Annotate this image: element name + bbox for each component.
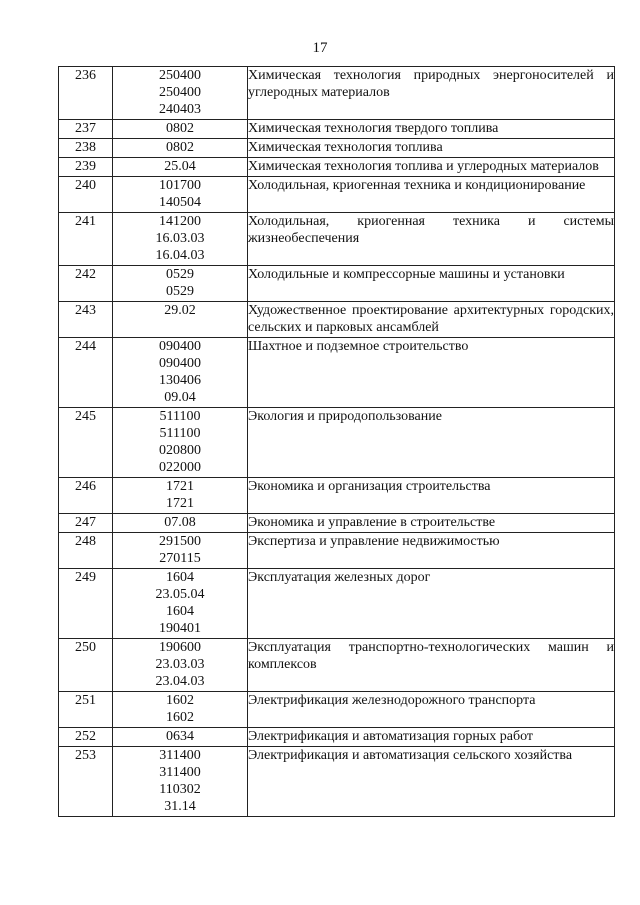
row-number: 249: [59, 569, 113, 639]
page-number: 17: [312, 40, 328, 56]
specialty-codes: [113, 639, 248, 692]
specialty-name: Экономика и организация строительства: [248, 478, 615, 514]
specialty-code: 1721: [166, 479, 194, 494]
specialty-code: 090400: [159, 339, 201, 354]
table-row: [59, 266, 615, 302]
specialty-name: Художественное проектирование архитектурных городских, сельских и парковых ансамблей: [248, 302, 615, 338]
specialty-code: 0529: [166, 267, 194, 282]
specialty-code: 511100: [159, 409, 201, 424]
specialty-codes: [113, 139, 248, 158]
specialty-code: 250400: [159, 68, 201, 83]
specialty-code: 190600: [159, 640, 201, 655]
row-number: 246: [59, 478, 113, 514]
specialty-name: Холодильная, криогенная техника и кондиционирование: [248, 177, 615, 213]
specialty-codes: [113, 569, 248, 639]
table-row: [59, 639, 615, 692]
table-row: [59, 139, 615, 158]
table-row: [59, 728, 615, 747]
table-row: [59, 177, 615, 213]
specialty-code: 190401: [159, 621, 201, 636]
specialty-name: Химическая технология топлива: [248, 139, 615, 158]
specialty-code: 311400: [159, 765, 201, 780]
specialty-code: 311400: [159, 748, 201, 763]
specialty-code: 291500: [159, 534, 201, 549]
specialty-codes: [113, 478, 248, 514]
row-number: 244: [59, 338, 113, 408]
specialty-name: Электрификация и автоматизация горных работ: [248, 728, 615, 747]
specialty-code: 23.05.04: [155, 587, 205, 602]
row-number: 239: [59, 158, 113, 177]
specialty-code: 25.04: [164, 159, 196, 174]
specialty-code: 270115: [159, 551, 201, 566]
specialty-codes: [113, 728, 248, 747]
row-number: 252: [59, 728, 113, 747]
specialty-codes: [113, 408, 248, 478]
specialty-code: 1604: [166, 604, 194, 619]
specialty-codes: [113, 692, 248, 728]
specialty-name: Эксплуатация транспортно-технологических машин и комплексов: [248, 639, 615, 692]
row-number: 245: [59, 408, 113, 478]
row-number: 251: [59, 692, 113, 728]
row-number: 238: [59, 139, 113, 158]
specialty-codes: [113, 533, 248, 569]
table-row: [59, 67, 615, 120]
table-row: [59, 514, 615, 533]
specialty-codes: [113, 514, 248, 533]
row-number: 243: [59, 302, 113, 338]
specialty-code: 0529: [166, 284, 194, 299]
specialty-code: 022000: [159, 460, 201, 475]
table-row: [59, 158, 615, 177]
specialty-name: Экономика и управление в строительстве: [248, 514, 615, 533]
specialty-code: 23.03.03: [155, 657, 205, 672]
table-row: [59, 120, 615, 139]
specialty-code: 240403: [159, 102, 201, 117]
specialty-code: 130406: [159, 373, 201, 388]
row-number: 240: [59, 177, 113, 213]
table-row: [59, 533, 615, 569]
specialty-name: Холодильная, криогенная техника и системы жизнеобеспечения: [248, 213, 615, 266]
specialty-code: 29.02: [164, 303, 196, 318]
specialty-code: 250400: [159, 85, 201, 100]
row-number: 253: [59, 747, 113, 817]
specialty-name: Шахтное и подземное строительство: [248, 338, 615, 408]
specialty-name: Химическая технология твердого топлива: [248, 120, 615, 139]
specialty-code: 31.14: [164, 799, 196, 814]
specialty-table: [58, 66, 615, 817]
specialty-code: 09.04: [164, 390, 196, 405]
specialty-name: Химическая технология топлива и углеродных материалов: [248, 158, 615, 177]
specialty-code: 16.03.03: [155, 231, 205, 246]
row-number: 236: [59, 67, 113, 120]
table-row: [59, 747, 615, 817]
specialty-code: 140504: [159, 195, 201, 210]
specialty-code: 1602: [166, 710, 194, 725]
table-row: [59, 569, 615, 639]
specialty-code: 0802: [166, 140, 194, 155]
specialty-code: 16.04.03: [155, 248, 205, 263]
table-body: [59, 67, 615, 817]
specialty-code: 101700: [159, 178, 201, 193]
specialty-codes: [113, 120, 248, 139]
specialty-code: 23.04.03: [155, 674, 205, 689]
specialty-code: 020800: [159, 443, 201, 458]
table-row: [59, 408, 615, 478]
specialty-code: 07.08: [164, 515, 196, 530]
specialty-code: 110302: [159, 782, 201, 797]
row-number: 248: [59, 533, 113, 569]
specialty-codes: [113, 266, 248, 302]
specialty-codes: [113, 158, 248, 177]
row-number: 247: [59, 514, 113, 533]
specialty-name: Экспертиза и управление недвижимостью: [248, 533, 615, 569]
specialty-name: Эксплуатация железных дорог: [248, 569, 615, 639]
specialty-name: Экология и природопользование: [248, 408, 615, 478]
row-number: 237: [59, 120, 113, 139]
specialty-code: 0802: [166, 121, 194, 136]
specialty-codes: [113, 338, 248, 408]
specialty-code: 1604: [166, 570, 194, 585]
specialty-code: 1721: [166, 496, 194, 511]
specialty-codes: [113, 213, 248, 266]
specialty-code: 0634: [166, 729, 194, 744]
specialty-code: 090400: [159, 356, 201, 371]
row-number: 242: [59, 266, 113, 302]
table-row: [59, 338, 615, 408]
specialty-name: Химическая технология природных энергоносителей и углеродных материалов: [248, 67, 615, 120]
specialty-codes: [113, 747, 248, 817]
table-row: [59, 213, 615, 266]
table-row: [59, 692, 615, 728]
table-row: [59, 302, 615, 338]
specialty-codes: [113, 67, 248, 120]
table-row: [59, 478, 615, 514]
specialty-code: 511100: [159, 426, 201, 441]
specialty-name: Холодильные и компрессорные машины и установки: [248, 266, 615, 302]
row-number: 250: [59, 639, 113, 692]
specialty-code: 141200: [159, 214, 201, 229]
specialty-code: 1602: [166, 693, 194, 708]
specialty-name: Электрификация железнодорожного транспорта: [248, 692, 615, 728]
specialty-codes: [113, 302, 248, 338]
row-number: 241: [59, 213, 113, 266]
specialty-codes: [113, 177, 248, 213]
specialty-name: Электрификация и автоматизация сельского хозяйства: [248, 747, 615, 817]
